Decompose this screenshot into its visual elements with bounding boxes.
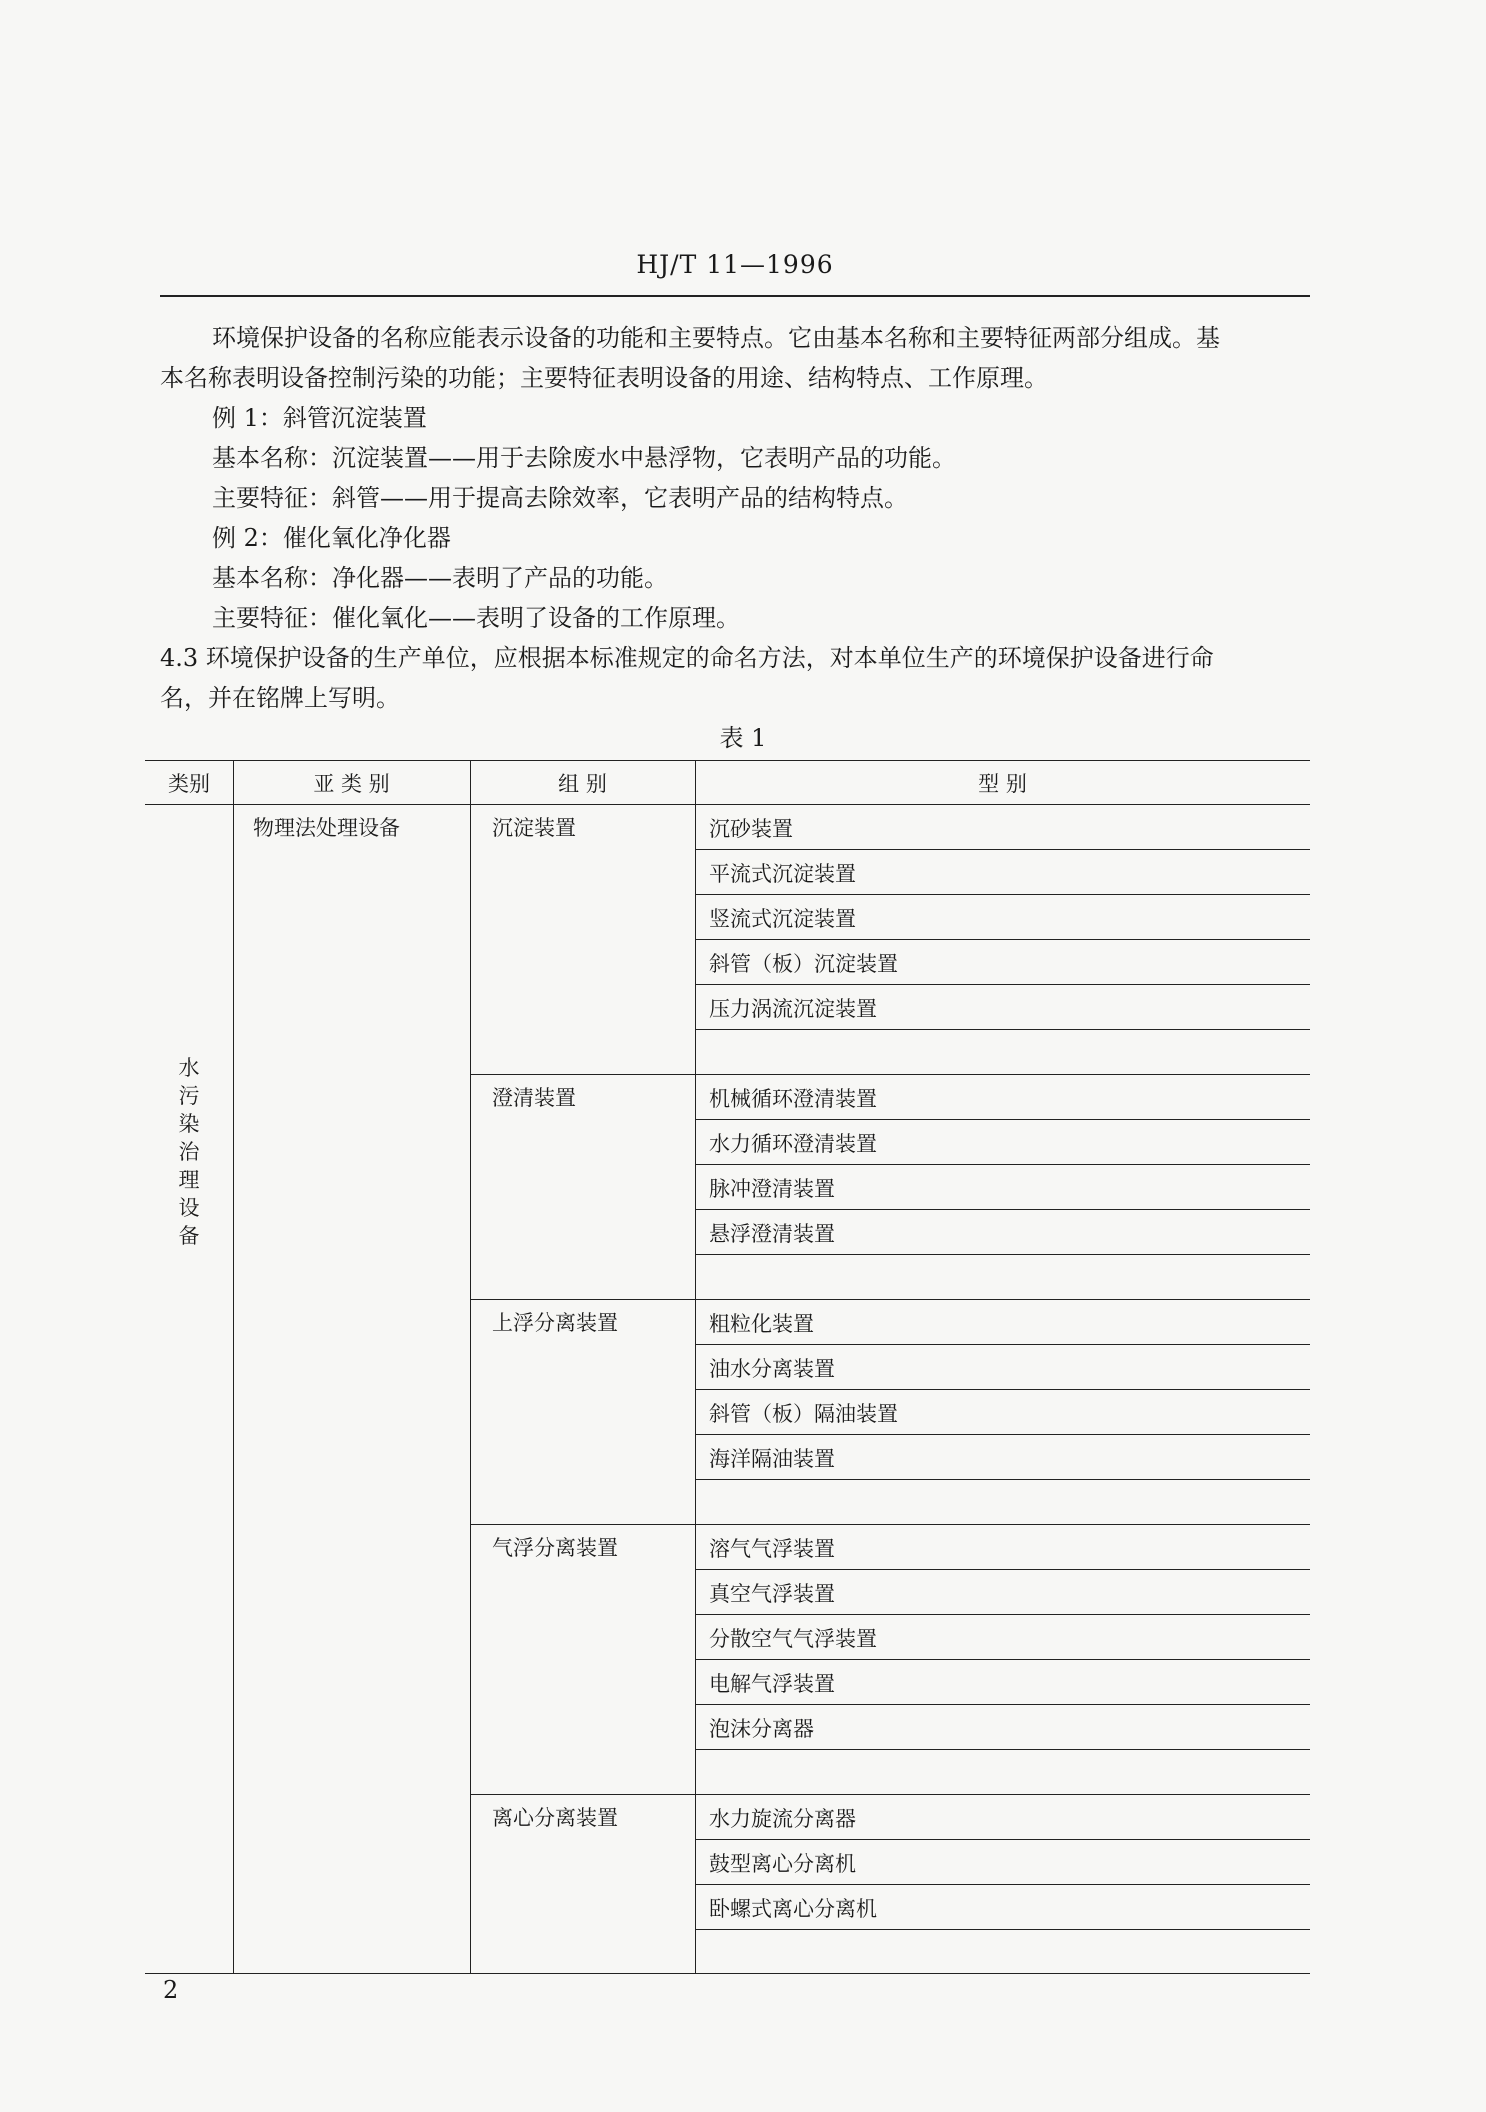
- row-rule: [695, 1254, 1310, 1255]
- group-rule: [470, 1794, 1310, 1795]
- type-cell: 水力循环澄清装置: [709, 1132, 877, 1156]
- row-rule: [695, 1659, 1310, 1660]
- example1-basic-name: 基本名称：沉淀装置——用于去除废水中悬浮物，它表明产品的功能。: [212, 444, 956, 472]
- row-rule: [695, 1749, 1310, 1750]
- type-cell: 卧螺式离心分离机: [709, 1897, 877, 1921]
- row-rule: [695, 984, 1310, 985]
- classification-table: [145, 760, 1310, 1973]
- type-cell: 海洋隔油装置: [709, 1447, 835, 1471]
- type-cell: 沉砂装置: [709, 817, 793, 841]
- row-rule: [695, 1119, 1310, 1120]
- type-cell: 分散空气气浮装置: [709, 1627, 877, 1651]
- group-cell: 离心分离装置: [492, 1806, 618, 1830]
- type-cell: 电解气浮装置: [709, 1672, 835, 1696]
- header-rule: [160, 295, 1310, 297]
- paragraph-naming-line2: 本名称表明设备控制污染的功能；主要特征表明设备的用途、结构特点、工作原理。: [160, 364, 1048, 392]
- row-rule: [695, 1164, 1310, 1165]
- example2-title: 例 2：催化氧化净化器: [212, 524, 451, 552]
- header-subcategory: 亚 类 别: [313, 772, 390, 796]
- page-number: 2: [163, 1976, 179, 2004]
- row-rule: [695, 1884, 1310, 1885]
- row-rule: [695, 1569, 1310, 1570]
- table-header-rule: [145, 804, 1310, 805]
- row-rule: [695, 1029, 1310, 1030]
- table-bottom-rule: [145, 1973, 1310, 1974]
- header-type: 型 别: [978, 772, 1027, 796]
- group-rule: [470, 1299, 1310, 1300]
- row-rule: [695, 1479, 1310, 1480]
- type-cell: 斜管（板）沉淀装置: [709, 952, 898, 976]
- table-column-rule: [695, 760, 696, 1973]
- row-rule: [695, 1929, 1310, 1930]
- table-column-rule: [233, 760, 234, 1973]
- type-cell: 斜管（板）隔油装置: [709, 1402, 898, 1426]
- section-4-3-line1: 4.3 环境保护设备的生产单位，应根据本标准规定的命名方法，对本单位生产的环境保护设备进行命: [160, 644, 1214, 672]
- type-cell: 粗粒化装置: [709, 1312, 814, 1336]
- type-cell: 脉冲澄清装置: [709, 1177, 835, 1201]
- row-rule: [695, 1839, 1310, 1840]
- category-cell: 水污染治理设备: [178, 1056, 200, 1248]
- example2-basic-name: 基本名称：净化器——表明了产品的功能。: [212, 564, 668, 592]
- group-rule: [470, 1524, 1310, 1525]
- row-rule: [695, 1389, 1310, 1390]
- type-cell: 油水分离装置: [709, 1357, 835, 1381]
- row-rule: [695, 939, 1310, 940]
- type-cell: 平流式沉淀装置: [709, 862, 856, 886]
- group-cell: 气浮分离装置: [492, 1536, 618, 1560]
- type-cell: 水力旋流分离器: [709, 1807, 856, 1831]
- row-rule: [695, 1704, 1310, 1705]
- row-rule: [695, 1434, 1310, 1435]
- example2-main-feature: 主要特征：催化氧化——表明了设备的工作原理。: [212, 604, 740, 632]
- header-group: 组 别: [558, 772, 607, 796]
- table-title: 表 1: [719, 724, 767, 752]
- table-column-rule: [470, 760, 471, 1973]
- row-rule: [695, 1209, 1310, 1210]
- group-rule: [470, 1074, 1310, 1075]
- table-top-rule: [145, 760, 1310, 761]
- type-cell: 机械循环澄清装置: [709, 1087, 877, 1111]
- example1-title: 例 1：斜管沉淀装置: [212, 404, 427, 432]
- row-rule: [695, 1344, 1310, 1345]
- standard-code-header: HJ/T 11—1996: [636, 250, 834, 279]
- type-cell: 竖流式沉淀装置: [709, 907, 856, 931]
- section-4-3-line2: 名，并在铭牌上写明。: [160, 684, 400, 712]
- subcategory-cell: 物理法处理设备: [253, 816, 400, 840]
- group-cell: 上浮分离装置: [492, 1311, 618, 1335]
- paragraph-naming-line1: 环境保护设备的名称应能表示设备的功能和主要特点。它由基本名称和主要特征两部分组成。基: [212, 324, 1220, 352]
- row-rule: [695, 894, 1310, 895]
- type-cell: 悬浮澄清装置: [709, 1222, 835, 1246]
- type-cell: 鼓型离心分离机: [709, 1852, 856, 1876]
- group-cell: 澄清装置: [492, 1086, 576, 1110]
- group-cell: 沉淀装置: [492, 816, 576, 840]
- type-cell: 真空气浮装置: [709, 1582, 835, 1606]
- type-cell: 泡沫分离器: [709, 1717, 814, 1741]
- row-rule: [695, 849, 1310, 850]
- type-cell: 压力涡流沉淀装置: [709, 997, 877, 1021]
- row-rule: [695, 1614, 1310, 1615]
- type-cell: 溶气气浮装置: [709, 1537, 835, 1561]
- example1-main-feature: 主要特征：斜管——用于提高去除效率，它表明产品的结构特点。: [212, 484, 908, 512]
- header-category: 类别: [168, 772, 210, 796]
